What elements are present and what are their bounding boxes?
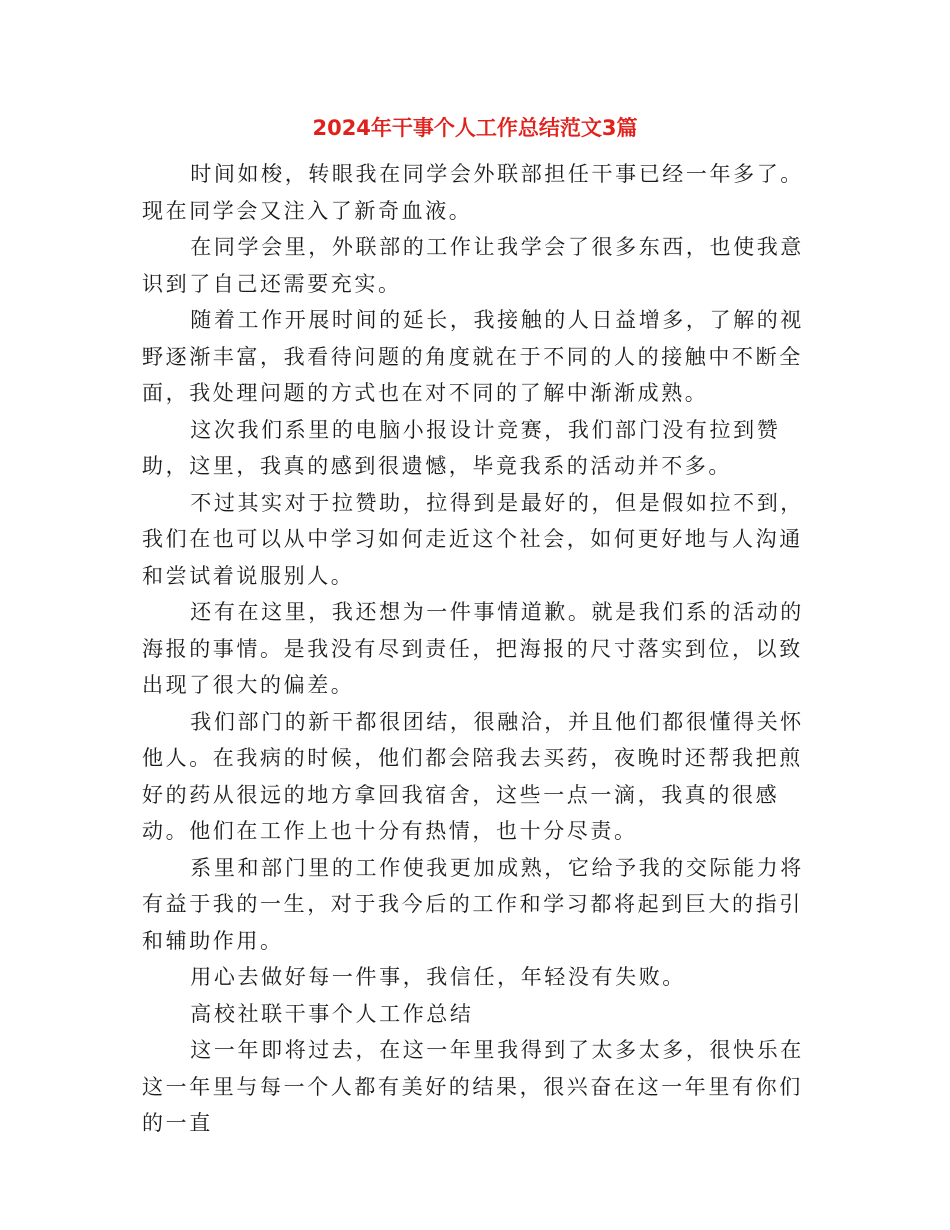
section-heading: 高校社联干事个人工作总结 bbox=[190, 1001, 474, 1026]
paragraph: 还有在这里，我还想为一件事情道歉。就是我们系的活动的海报的事情。是我没有尽到责任，把海报的尺寸落实到位，以致出现了很大的偏差。 bbox=[142, 600, 804, 697]
paragraph: 在同学会里，外联部的工作让我学会了很多东西，也使我意识到了自己还需要充实。 bbox=[142, 235, 804, 296]
paragraph: 随着工作开展时间的延长，我接触的人日益增多，了解的视野逐渐丰富，我看待问题的角度就在于不同的人的接触中不断全面，我处理问题的方式也在对不同的了解中渐渐成熟。 bbox=[142, 308, 804, 405]
paragraph: 我们部门的新干都很团结，很融洽，并且他们都很懂得关怀他人。在我病的时候，他们都会陪我去买药，夜晚时还帮我把煎好的药从很远的地方拿回我宿舍，这些一点一滴，我真的很感动。他们在工作上也十分有热情，也十分尽责。 bbox=[142, 709, 804, 843]
paragraph: 这次我们系里的电脑小报设计竞赛，我们部门没有拉到赞助，这里，我真的感到很遗憾，毕竟我系的活动并不多。 bbox=[142, 417, 781, 478]
paragraph: 时间如梭，转眼我在同学会外联部担任干事已经一年多了。现在同学会又注入了新奇血液。 bbox=[142, 162, 804, 223]
paragraph: 系里和部门里的工作使我更加成熟，它给予我的交际能力将有益于我的一生，对于我今后的工作和学习都将起到巨大的指引和辅助作用。 bbox=[142, 855, 804, 953]
paragraph: 用心去做好每一件事，我信任，年轻没有失败。 bbox=[190, 965, 686, 989]
paragraph: 不过其实对于拉赞助，拉得到是最好的，但是假如拉不到，我们在也可以从中学习如何走近这个社会，如何更好地与人沟通和尝试着说服别人。 bbox=[142, 490, 804, 588]
document-title: 2024年干事个人工作总结范文3篇 bbox=[312, 116, 638, 140]
document-body bbox=[142, 156, 812, 1142]
paragraph: 这一年即将过去，在这一年里我得到了太多太多，很快乐在这一年里与每一个人都有美好的结果，很兴奋在这一年里有你们的一直 bbox=[142, 1038, 804, 1135]
